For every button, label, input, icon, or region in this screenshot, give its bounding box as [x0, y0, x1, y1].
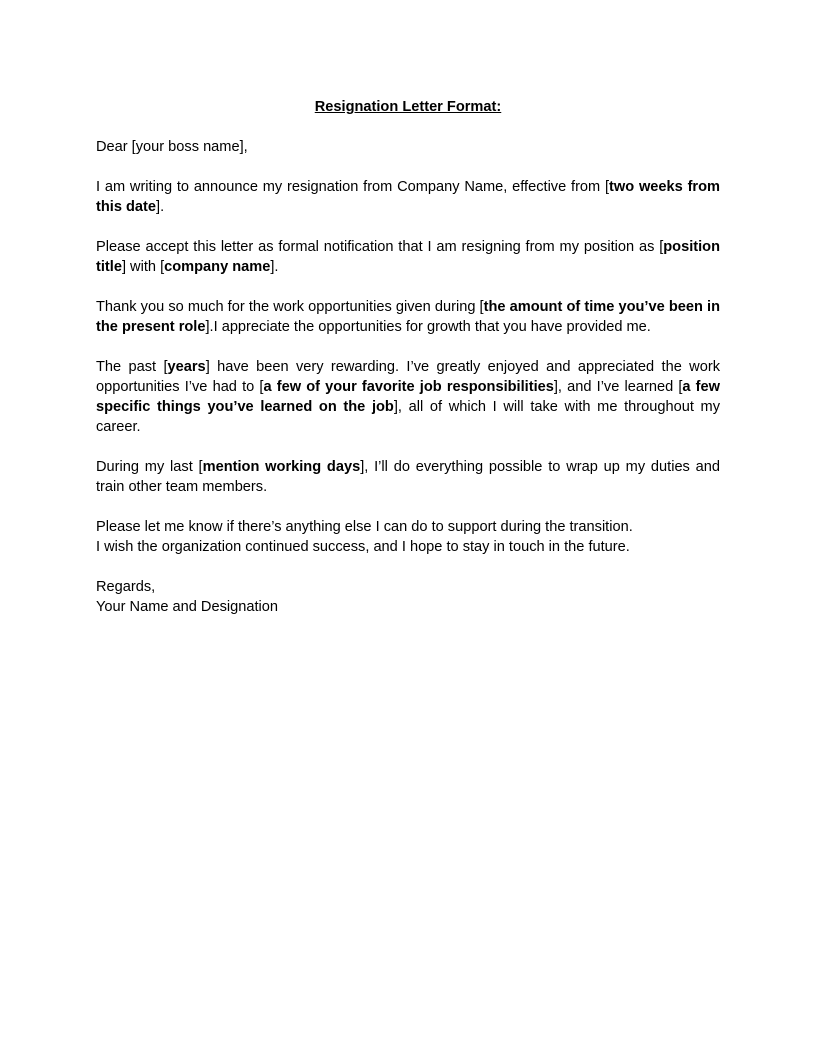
- paragraph-closing-remarks: [96, 517, 720, 557]
- text-run: I am writing to announce my resignation from Company Name, effective from [: [96, 179, 610, 195]
- text-run: ].I appreciate the opportunities for growth that you have provided me.: [205, 319, 651, 335]
- paragraph-notification: [96, 237, 720, 277]
- closing-line-support: Please let me know if there’s anything else I can do to support during the transition.: [96, 519, 633, 535]
- paragraph-transition-duties: [96, 457, 720, 497]
- paragraph-experience: [96, 357, 720, 437]
- salutation: Dear [your boss name],: [96, 139, 248, 155]
- text-run: ] with [: [121, 259, 165, 275]
- text-run: ].: [156, 199, 165, 215]
- text-run: ].: [270, 259, 279, 275]
- paragraph-effective-date: [96, 177, 720, 217]
- sign-off: [96, 577, 720, 617]
- text-run: The past [: [96, 359, 168, 375]
- text-run: ], all of which I will take with me throughout my career.: [96, 399, 721, 435]
- regards-text: Regards,: [96, 579, 156, 595]
- placeholder-learned-things: a few specific things you’ve learned on the job: [96, 379, 720, 415]
- text-run: ], I’ll do everything possible to wrap up my duties and train other team members.: [96, 459, 721, 495]
- letter-body: [96, 97, 720, 637]
- placeholder-time-in-role: the amount of time you’ve been in the present role: [96, 299, 720, 335]
- letter-title: Resignation Letter Format:: [314, 99, 502, 115]
- placeholder-years: years: [167, 359, 206, 375]
- placeholder-company-name: company name: [164, 259, 271, 275]
- text-run: Thank you so much for the work opportunities given during [: [96, 299, 484, 315]
- placeholder-effective-date: two weeks from this date: [96, 179, 720, 215]
- text-run: ] have been very rewarding. I’ve greatly enjoyed and appreciated the work opportunities I’ve had to [: [96, 359, 720, 395]
- placeholder-position-title: position title: [96, 239, 720, 275]
- text-run: ], and I’ve learned [: [553, 379, 683, 395]
- placeholder-working-days: mention working days: [202, 459, 361, 475]
- signature-placeholder: Your Name and Designation: [96, 599, 279, 615]
- text-run: Please accept this letter as formal notification that I am resigning from my position as [: [96, 239, 664, 255]
- placeholder-responsibilities: a few of your favorite job responsibilities: [263, 379, 554, 395]
- paragraph-thanks: [96, 297, 720, 337]
- text-run: During my last [: [96, 459, 203, 475]
- closing-line-wishes: I wish the organization continued success, and I hope to stay in touch in the future.: [96, 539, 630, 555]
